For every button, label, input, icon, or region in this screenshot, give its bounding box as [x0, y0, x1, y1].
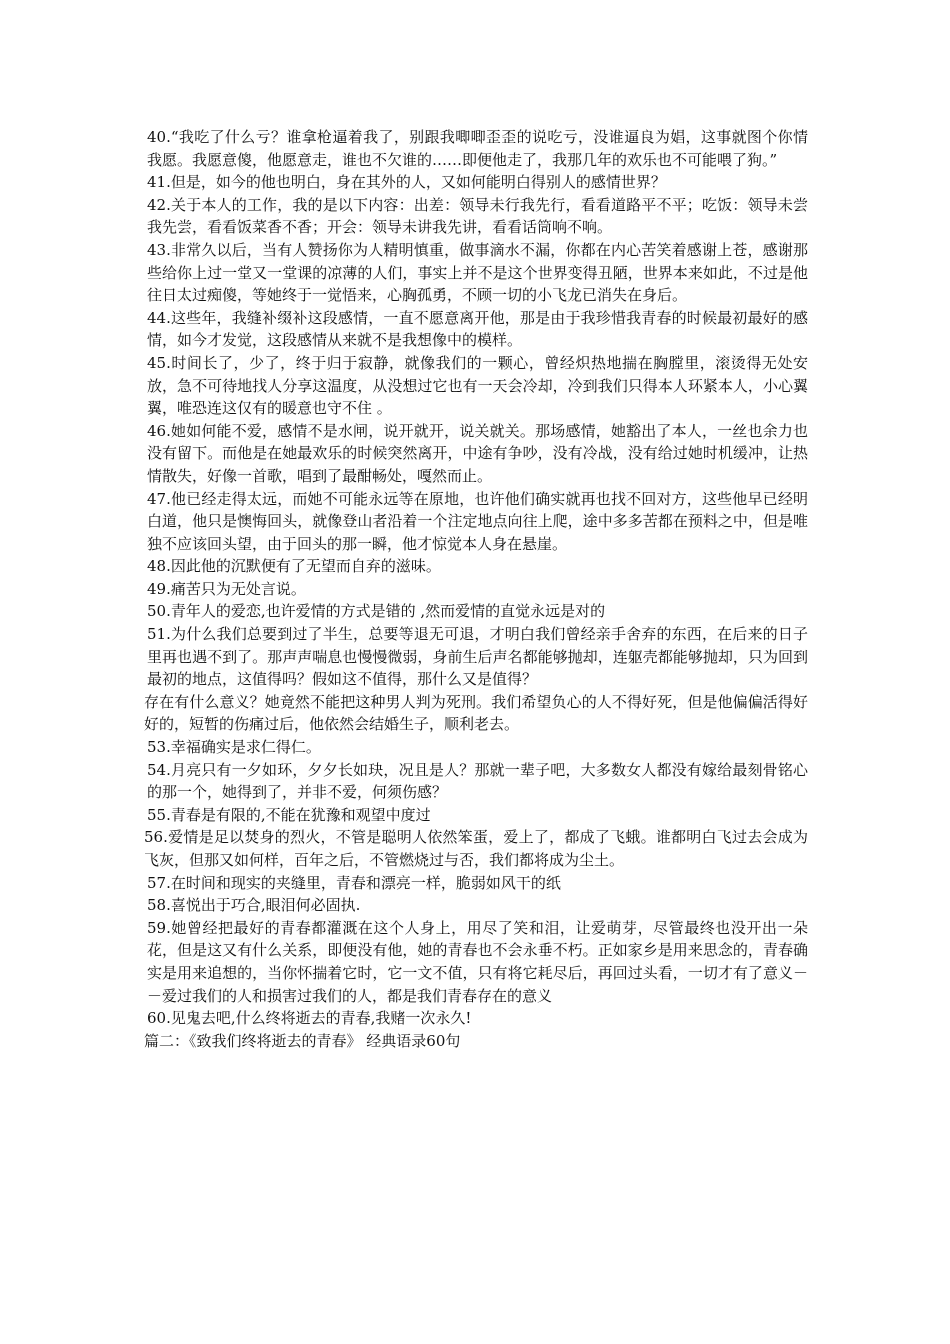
- section-heading: 篇二：《致我们终将逝去的青春》 经典语录60句: [144, 1031, 461, 1050]
- paragraph-58: 58.喜悦出于巧合,眼泪何必固执.: [147, 896, 361, 915]
- paragraph-43: 43.非常久以后，当有人赞扬你为人精明慎重，做事滴水不漏，你都在内心苦笑着感谢上苍，感谢那些给你上过一堂又一堂课的凉薄的人们，事实上并不是这个世界变得丑陋，世界本来如此，不过是他往日太过痴傻，等她终于一觉悟来，心胸孤勇，不顾一切的小飞龙已消失在身后。: [147, 240, 808, 305]
- paragraph-55: 55.青春是有限的,不能在犹豫和观望中度过: [147, 805, 431, 824]
- paragraph-48: 48.因此他的沉默便有了无望而自弃的滋味。: [147, 557, 441, 576]
- paragraph-44: 44.这些年，我缝补缀补这段感情，一直不愿意离开他，那是由于我珍惜我青春的时候最初最好的感情，如今才发觉，这段感情从来就不是我想像中的模样。: [147, 308, 808, 350]
- paragraph-41: 41.但是，如今的他也明白，身在其外的人，又如何能明白得别人的感情世界？: [147, 173, 666, 192]
- paragraph-50: 50.青年人的爱恋,也许爱情的方式是错的 ,然而爱情的直觉永远是对的: [147, 602, 606, 621]
- paragraph-47: 47.他已经走得太远，而她不可能永远等在原地，也许他们确实就再也找不回对方，这些他早已经明白道，他只是懊悔回头，就像登山者沿着一个注定地点向往上爬，途中多多苦都在预料之中，但是唯独不应该回头望，由于回头的那一瞬，他才惊觉本人身在悬崖。: [147, 489, 808, 553]
- paragraph-40: 40.“我吃了什么亏？谁拿枪逼着我了，别跟我唧唧歪歪的说吃亏，没谁逼良为娼，这事就图个你情我愿。我愿意傻，他愿意走，谁也不欠谁的……即便他走了，我那几年的欢乐也不可能喂了狗。”: [147, 128, 808, 169]
- paragraph-57: 57.在时间和现实的夹缝里，青春和漂亮一样，脆弱如风干的纸: [147, 873, 561, 892]
- paragraph-60: 60.见鬼去吧,什么终将逝去的青春,我赌一次永久!: [147, 1009, 472, 1028]
- paragraph-56: 56.爱情是足以焚身的烈火，不管是聪明人依然笨蛋，爱上了，都成了飞蛾。谁都明白飞过去会成为飞灰，但那又如何样，百年之后，不管燃烧过与否，我们都将成为尘土。: [144, 828, 808, 869]
- paragraph-49: 49.痛苦只为无处言说。: [147, 579, 306, 598]
- paragraph-52: 存在有什么意义？她竟然不能把这种男人判为死刑。我们希望负心的人不得好死，但是他偏偏活得好好的，短暂的伤痛过后，他依然会结婚生子，顺利老去。: [144, 692, 808, 734]
- paragraph-45: 45.时间长了，少了，终于归于寂静，就像我们的一颗心，曾经炽热地揣在胸膛里，滚烫得无处安放，急不可待地找人分享这温度，从没想过它也有一天会冷却，冷到我们只得本人环紧本人，小心翼翼，唯恐连这仅有的暖意也守不住 。: [147, 353, 808, 418]
- paragraph-42: 42.关于本人的工作，我的是以下内容：出差：领导未行我先行，看看道路平不平；吃饭：领导未尝我先尝，看看饭菜香不香；开会：领导未讲我先讲，看看话筒响不响。: [147, 195, 808, 237]
- paragraph-53: 53.幸福确实是求仁得仁。: [147, 738, 321, 757]
- paragraph-51: 51.为什么我们总要到过了半生，总要等退无可退，才明白我们曾经亲手舍弃的东西，在后来的日子里再也遇不到了。那声声喘息也慢慢微弱，身前生后声名都能够抛却，连躯壳都能够抛却，只为回到最初的地点，这值得吗？假如这不值得，那什么又是值得？: [147, 625, 808, 689]
- paragraph-46: 46.她如何能不爱，感情不是水闸，说开就开，说关就关。那场感情，她豁出了本人，一丝也余力也没有留下。而他是在她最欢乐的时候突然离开，中途有争吵，没有冷战，没有给过她时机缓冲，让热情散失，好像一首歌，唱到了最酣畅处，嘎然而止。: [147, 421, 808, 485]
- document-page: [144, 126, 808, 1052]
- paragraph-59: 59.她曾经把最好的青春都灌溉在这个人身上，用尽了笑和泪，让爱萌芽，尽管最终也没开出一朵花，但是这又有什么关系，即便没有他，她的青春也不会永垂不朽。正如家乡是用来思念的，青春确实是用来追想的，当你怀揣着它时，它一文不值，只有将它耗尽后，再回过头看，一切才有了意义－－爱过我们的人和损害过我们的人，都是我们青春存在的意义: [147, 918, 808, 1005]
- paragraph-54: 54.月亮只有一夕如环，夕夕长如玦，况且是人？那就一辈子吧，大多数女人都没有嫁给最刻骨铭心的那一个，她得到了，并非不爱，何须伤感？: [147, 760, 808, 802]
